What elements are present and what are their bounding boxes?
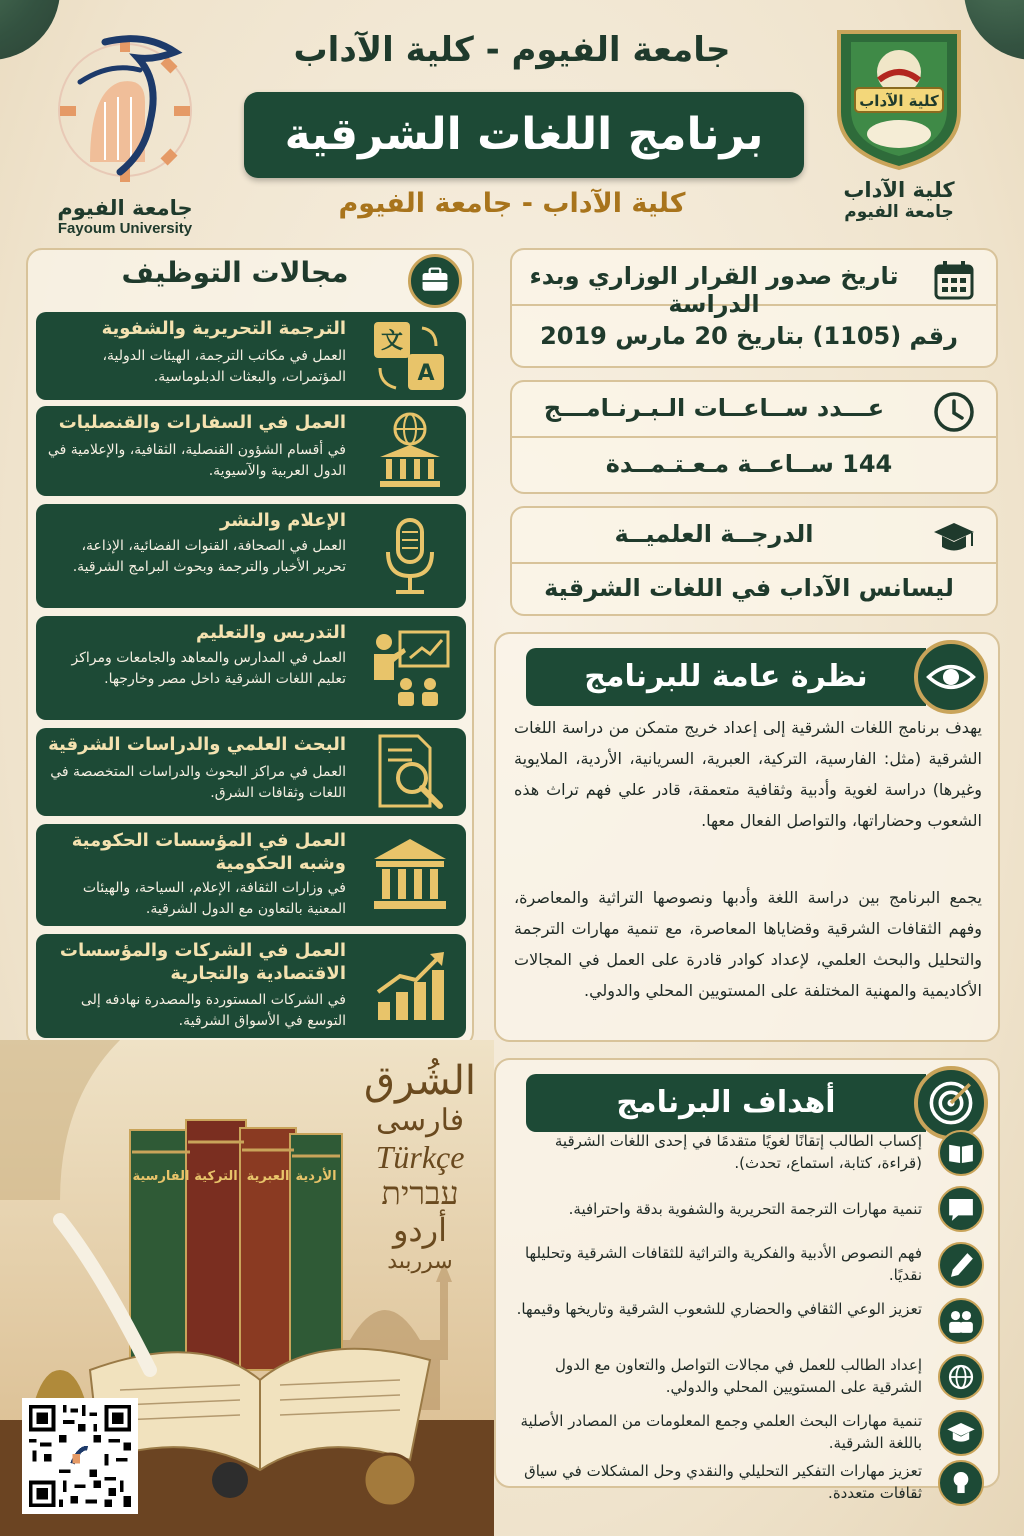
- translate-icon: [366, 312, 454, 400]
- employment-card-title: التدريس والتعليم: [196, 622, 346, 643]
- university-name-en: Fayoum University: [57, 220, 193, 237]
- decree-box: [510, 248, 998, 368]
- decree-label: تاريخ صدور القرار الوزاري وبدء الدراسة: [529, 262, 899, 318]
- employment-card-desc: العمل في مكاتب الترجمة، الهيئات الدولية، المؤتمرات، والبعثات الدبلوماسية.: [102, 348, 346, 385]
- employment-card-title: الإعلام والنشر: [220, 510, 346, 531]
- eye-icon: [914, 640, 988, 714]
- header-subtitle: كلية الآداب - جامعة الفيوم: [338, 188, 686, 219]
- overview-title: نظرة عامة للبرنامج: [526, 648, 926, 706]
- goal-item: [516, 1186, 984, 1236]
- script-sharq: الشُرق: [363, 1058, 477, 1104]
- book-icon: [938, 1130, 984, 1176]
- employment-card-title: العمل في السفارات والقنصليات: [58, 412, 346, 433]
- goal-text: تنمية مهارات الترجمة التحريرية والشفوية بدقة واحترافية.: [568, 1200, 922, 1218]
- book-spine-label: التركية: [194, 1169, 238, 1184]
- graduation-cap-icon: [932, 516, 976, 560]
- degree-value: ليسانس الآداب في اللغات الشرقية: [544, 574, 954, 602]
- goal-text: تعزيز الوعي الثقافي والحضاري للشعوب الشرقية وتاريخها وقيمها.: [516, 1300, 922, 1318]
- goal-item: [516, 1298, 984, 1348]
- employment-card: [36, 616, 466, 720]
- header-top-title: جامعة الفيوم - كلية الآداب: [293, 30, 731, 70]
- employment-card-desc: في وزارات الثقافة، الإعلام، السياحة، والهيئات المعنية بالتعاون مع الدول الشرقية.: [82, 880, 346, 917]
- employment-card-desc: العمل في الصحافة، القنوات الفضائية، الإذاعة، تحرير الأخبار والترجمة وبحوث البرامج الشرقية.: [72, 538, 346, 575]
- employment-card-desc: العمل في المدارس والمعاهد والجامعات ومراكز تعليم اللغات الشرقية داخل مصر وخارجها.: [71, 650, 346, 687]
- goal-text: تنمية مهارات البحث العلمي وجمع المعلومات من المصادر الأصلية باللغة الشرقية.: [520, 1412, 922, 1452]
- script-syriac: سرربىد: [387, 1248, 453, 1274]
- hours-value: 144 ســاعــة مـعـتـمــدة: [605, 450, 893, 478]
- script-urdu: أردو: [392, 1211, 448, 1250]
- faculty-shield-icon: [829, 22, 969, 172]
- goal-text: فهم النصوص الأدبية والفكرية والتراثية للثقافات الشرقية وتحليلها نقديًا.: [524, 1244, 922, 1284]
- program-title-banner: برنامج اللغات الشرقية: [244, 92, 804, 178]
- employment-card-title: البحث العلمي والدراسات الشرقية: [48, 734, 346, 755]
- goal-item: [516, 1354, 984, 1404]
- employment-panel: [26, 248, 474, 1048]
- faculty-name: كلية الآداب: [843, 178, 955, 202]
- university-name-ar: جامعة الفيوم: [57, 196, 193, 220]
- employment-card-desc: في أقسام الشؤون القنصلية، الثقافية، والإعلامية في الدول العربية والآسيوية.: [47, 442, 346, 479]
- goal-item: [516, 1130, 984, 1180]
- goal-text: إعداد الطالب للعمل في مجالات التواصل والتعاون مع الدول الشرقية على المستويين المحلي والدولي.: [555, 1356, 922, 1396]
- overview-paragraph-2: يجمع البرنامج بين دراسة اللغة وأدبها ونصوصها التراثية والمعاصرة، وفهم الثقافات الشرقية وقضاياها المعاصرة، مع تنمية مهارات الترجمة والتحليل والبحث العلمي، لإعداد كوادر قادرة على العمل في المجالات الأكاديمية والمهنية المختلفة على المستويين المحلي والدولي.: [514, 888, 982, 1000]
- microphone-icon: [366, 512, 454, 600]
- employment-card-desc: في الشركات المستوردة والمصدرة نهادفه إلى التوسع في الأسواق الشرقية.: [80, 992, 346, 1029]
- employment-title: مجالات التوظيف: [121, 256, 349, 289]
- book-spine-label: الفارسية: [132, 1169, 190, 1184]
- script-turkce: Türkçe: [375, 1138, 465, 1175]
- goal-item: [516, 1242, 984, 1292]
- speech-bubble-icon: [938, 1186, 984, 1232]
- degree-box: [510, 506, 998, 616]
- people-icon: [938, 1298, 984, 1344]
- goal-text: إكساب الطالب إتقانًا لغويًا متقدمًا في إحدى اللغات الشرقية (قراءة، كتابة، استماع، تحدث).: [554, 1132, 922, 1172]
- employment-card: [36, 824, 466, 926]
- svg-text:文: 文: [380, 329, 404, 354]
- svg-text:A: A: [417, 361, 435, 386]
- goals-section: [494, 1058, 1000, 1502]
- seal-text: كلية الآداب: [859, 92, 939, 110]
- employment-card: [36, 406, 466, 496]
- embassy-icon: [366, 407, 454, 495]
- lightbulb-icon: [938, 1460, 984, 1506]
- goal-text: تعزيز مهارات التفكير التحليلي والنقدي وحل المشكلات في سياق ثقافات متعددة.: [524, 1462, 922, 1502]
- language-scripts: [340, 1058, 500, 1274]
- growth-chart-icon: [366, 942, 454, 1030]
- teacher-icon: [366, 624, 454, 712]
- calendar-icon: [932, 258, 976, 302]
- employment-card: [36, 934, 466, 1038]
- government-icon: [366, 831, 454, 919]
- overview-section: [494, 632, 1000, 1042]
- target-icon: [914, 1066, 988, 1140]
- book-spine-label: العبرية: [246, 1169, 290, 1184]
- goal-item: [516, 1410, 984, 1460]
- qr-code[interactable]: [22, 1398, 138, 1514]
- employment-card: [36, 312, 466, 400]
- decree-value: رقم (1105) بتاريخ 20 مارس 2019: [540, 322, 958, 350]
- employment-card: [36, 728, 466, 816]
- university-emblem-icon: [50, 22, 200, 192]
- hours-label: عـــدد ســاعــات الـبـرنـامـــج: [543, 394, 885, 422]
- employment-card-title: العمل في المؤسسات الحكومية وشبه الحكومية: [71, 830, 346, 874]
- briefcase-icon: [408, 254, 462, 308]
- fayoum-university-logo: [40, 22, 210, 237]
- goals-title: أهداف البرنامج: [526, 1074, 926, 1132]
- research-icon: [366, 728, 454, 816]
- globe-icon: [938, 1354, 984, 1400]
- degree-label: الدرجــة العلميــة: [614, 520, 814, 548]
- pen-nib-icon: [938, 1242, 984, 1288]
- faculty-of-arts-logo: [814, 22, 984, 237]
- overview-paragraph-1: يهدف برنامج اللغات الشرقية إلى إعداد خريج متمكن من دراسة اللغات الشرقية (مثل: الفارسية، التركية، العبرية، السريانية، الأردية، الملايوية وغيرها) دراسة لغوية وأدبية وثقافية متعمقة، قادر علي فهم تراث هذه الشعوب وحضاراتها، والتواصل الفعال معها.: [514, 718, 982, 830]
- employment-card-title: العمل في الشركات والمؤسسات الاقتصادية والتجارية: [59, 940, 346, 984]
- employment-card: [36, 504, 466, 608]
- script-hebrew: עברית: [381, 1174, 459, 1213]
- book-spine-label: الأردية: [295, 1169, 337, 1184]
- graduation-cap-icon: [938, 1410, 984, 1456]
- goal-item: [516, 1460, 984, 1510]
- employment-card-desc: العمل في مراكز البحوث والدراسات المتخصصة في اللغات وثقافات الشرق.: [50, 764, 346, 801]
- employment-card-title: الترجمة التحريرية والشفوية: [101, 318, 346, 339]
- clock-icon: [932, 390, 976, 434]
- hours-box: [510, 380, 998, 494]
- script-farsi: فارسى: [375, 1103, 465, 1138]
- faculty-university: جامعة الفيوم: [844, 202, 954, 222]
